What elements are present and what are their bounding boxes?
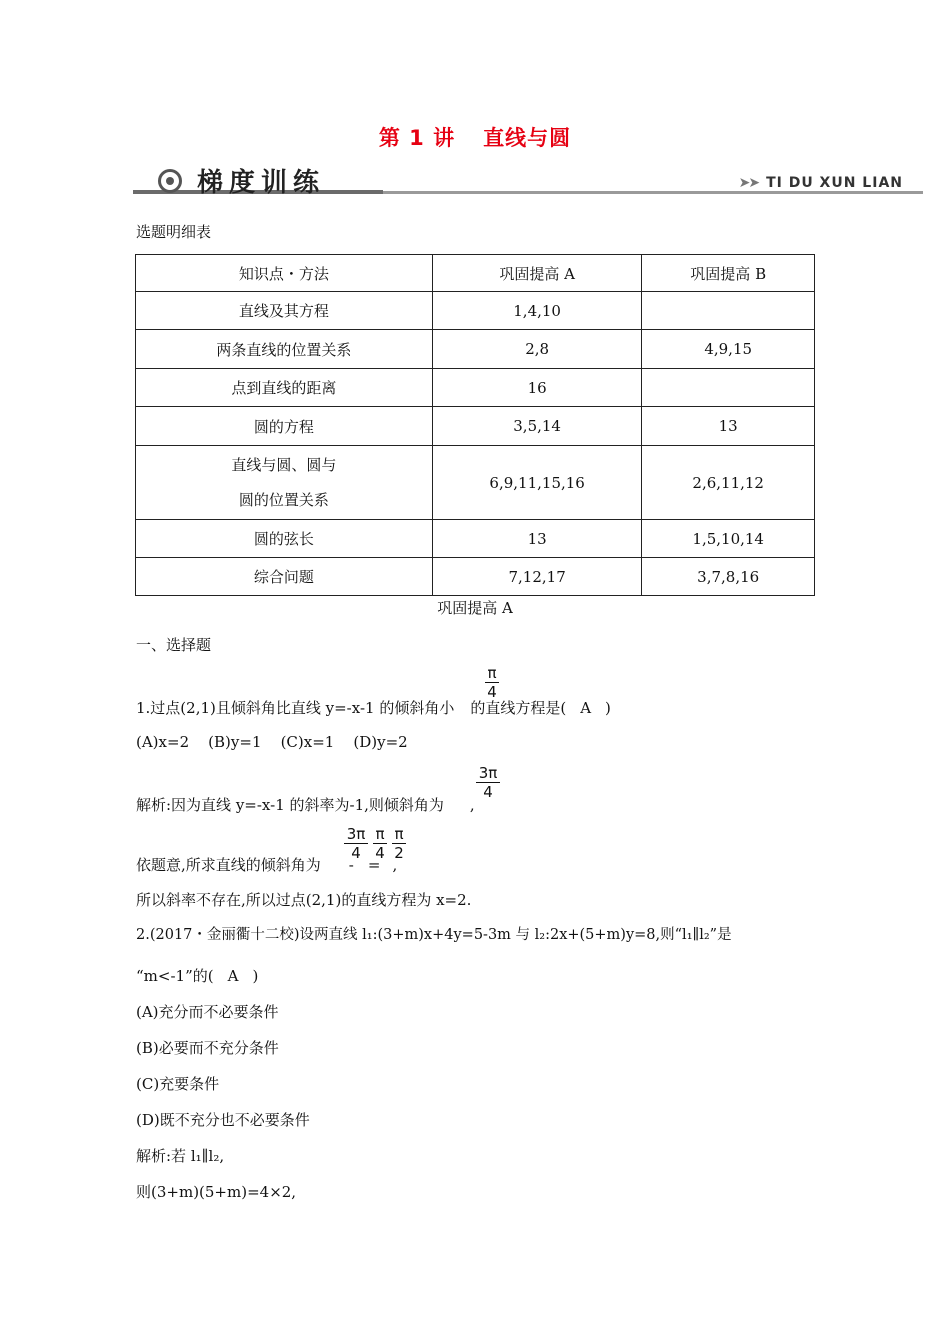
option-a: (A)充分而不必要条件	[136, 1003, 279, 1021]
table-cell-line: 直线与圆、圆与	[231, 455, 337, 474]
table-cell: 1,4,10	[432, 292, 642, 330]
table-row	[136, 407, 815, 446]
table-cell-line: 圆的位置关系	[238, 490, 329, 509]
option-d: (D)既不充分也不必要条件	[136, 1111, 310, 1129]
part-heading: 一、选择题	[136, 636, 212, 654]
table-cell: 点到直线的距离	[136, 369, 433, 407]
table-header: 巩固提高 A	[432, 255, 642, 292]
solution-2-line1: 解析:若 l₁∥l₂,	[136, 1147, 225, 1165]
solution-1-line3: 所以斜率不存在,所以过点(2,1)的直线方程为 x=2.	[136, 891, 472, 909]
table-cell: 13	[432, 520, 642, 558]
table-cell	[136, 446, 433, 520]
solution-2-line2: 则(3+m)(5+m)=4×2,	[136, 1183, 297, 1201]
fraction-pi-over-2: π 2	[392, 825, 406, 862]
solution-1-line2: 依题意,所求直线的倾斜角为 - = ,	[136, 856, 398, 874]
table-header: 知识点・方法	[136, 255, 433, 292]
banner-subtitle	[739, 175, 903, 191]
table-cell: 3,5,14	[432, 407, 642, 446]
banner-pinyin: TI DU XUN LIAN	[766, 175, 903, 191]
answer-mark: A	[580, 699, 592, 717]
table-row	[136, 330, 815, 369]
option-c: (C)充要条件	[136, 1075, 220, 1093]
table-cell: 6,9,11,15,16	[432, 446, 642, 520]
double-arrow-icon: ➤➤	[738, 175, 759, 191]
table-cell	[642, 292, 815, 330]
table-cell: 16	[432, 369, 642, 407]
fraction-pi-over-4: π 4	[485, 664, 499, 701]
question-1-stem: 1.过点(2,1)且倾斜角比直线 y=-x-1 的倾斜角小 的直线方程是( A )	[136, 699, 611, 717]
page-title	[0, 122, 950, 152]
banner-title: 梯度训练	[197, 168, 326, 198]
fraction-3pi-over-4: 3π 4	[344, 825, 368, 862]
table-cell: 2,8	[432, 330, 642, 369]
section-banner	[133, 160, 923, 200]
fraction-3pi-over-4: 3π 4	[476, 764, 500, 801]
table-cell: 13	[642, 407, 815, 446]
lecture-number: 第 1 讲	[378, 126, 456, 150]
table-cell: 3,7,8,16	[642, 558, 815, 596]
table-row	[136, 446, 815, 520]
section-label: 巩固提高 A	[437, 599, 513, 617]
question-1-options: (A)x=2 (B)y=1 (C)x=1 (D)y=2	[136, 733, 408, 751]
table-row	[136, 292, 815, 330]
lecture-topic: 直线与圆	[483, 126, 572, 150]
table-cell: 4,9,15	[642, 330, 815, 369]
table-header: 巩固提高 B	[642, 255, 815, 292]
table-row	[136, 520, 815, 558]
table-cell: 直线及其方程	[136, 292, 433, 330]
table-row	[136, 369, 815, 407]
table-cell: 7,12,17	[432, 558, 642, 596]
table-row	[136, 558, 815, 596]
option-b: (B)必要而不充分条件	[136, 1039, 279, 1057]
table-header-row	[136, 255, 815, 292]
table-cell: 2,6,11,12	[642, 446, 815, 520]
table-cell	[642, 369, 815, 407]
table-caption: 选题明细表	[136, 223, 212, 241]
table-cell: 综合问题	[136, 558, 433, 596]
table-cell: 圆的弦长	[136, 520, 433, 558]
table-cell: 两条直线的位置关系	[136, 330, 433, 369]
solution-1-line1: 解析:因为直线 y=-x-1 的斜率为-1,则倾斜角为 ,	[136, 796, 475, 814]
question-2-stem: 2.(2017・金丽衢十二校)设两直线 l₁:(3+m)x+4y=5-3m 与 l₂:2x+(5+m)y=8,则“l₁∥l₂”是	[136, 927, 732, 943]
topic-table	[135, 254, 815, 596]
target-icon	[158, 169, 182, 193]
table-cell: 圆的方程	[136, 407, 433, 446]
fraction-pi-over-4: π 4	[373, 825, 387, 862]
answer-mark: A	[227, 967, 239, 985]
table-cell: 1,5,10,14	[642, 520, 815, 558]
question-2-stem-cont: “m<-1”的( A )	[136, 967, 259, 985]
